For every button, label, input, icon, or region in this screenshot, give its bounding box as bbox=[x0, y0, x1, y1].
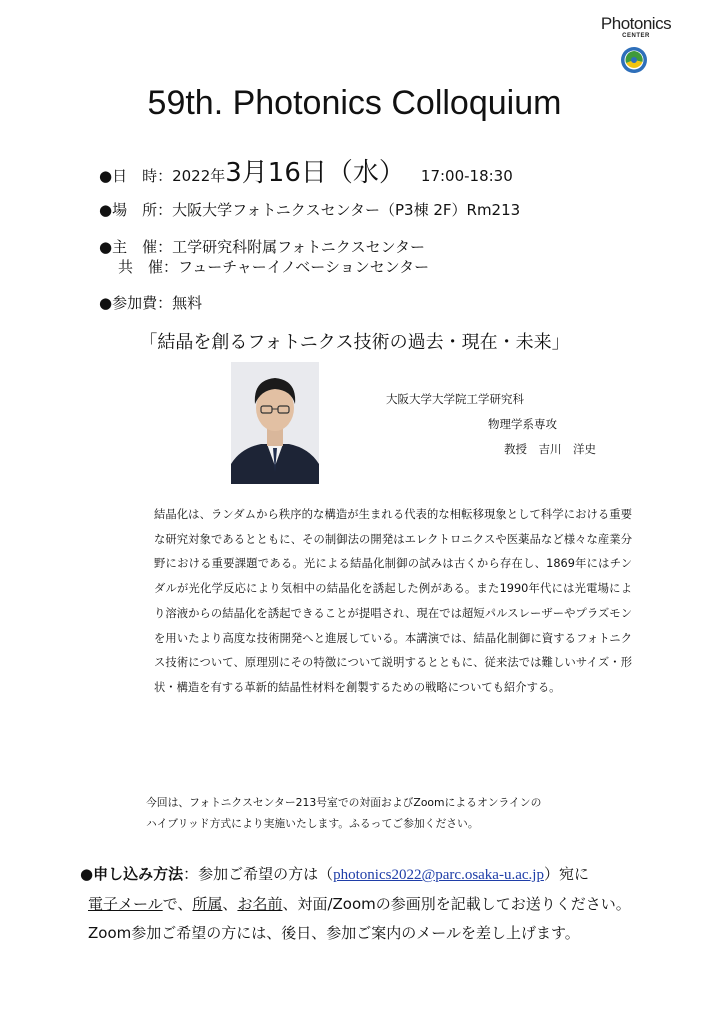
speaker-photo bbox=[231, 362, 319, 484]
cosponsor-line: 共 催：フューチャーイノベーションセンター bbox=[118, 258, 430, 276]
contact-email-link[interactable]: photonics2022@parc.osaka-u.ac.jp bbox=[333, 867, 544, 883]
venue-line: ●場 所：大阪大学フォトニクスセンター（P3棟 2F）Rm213 bbox=[99, 201, 521, 219]
note-line-1: 今回は、フォトニクスセンター213号室での対面およびZoomによるオンラインの bbox=[146, 796, 542, 809]
apply-email-word: 電子メール bbox=[88, 895, 163, 913]
page-title: 59th. Photonics Colloquium bbox=[147, 84, 562, 122]
date-time: 17:00-18:30 bbox=[420, 167, 513, 185]
apply-line-2 bbox=[80, 890, 680, 919]
logo-subtext: CENTER bbox=[622, 33, 650, 39]
date-line bbox=[99, 152, 513, 189]
apply-after-email: ）宛に bbox=[543, 865, 589, 883]
logo-text: Photonics bbox=[600, 14, 672, 33]
date-label: ●日 時：2022年 bbox=[99, 167, 226, 185]
talk-title: 「結晶を創るフォトニクス技術の過去・現在・未来」 bbox=[139, 332, 570, 353]
application-section bbox=[80, 860, 680, 948]
apply-text-b: で、 bbox=[162, 895, 193, 913]
organizer-line: ●主 催：工学研究科附属フォトニクスセンター bbox=[99, 238, 425, 256]
photonics-center-logo bbox=[586, 14, 686, 78]
apply-affiliation-word: 所属 bbox=[192, 895, 223, 913]
apply-intro: ：参加ご希望の方は（ bbox=[183, 865, 334, 883]
apply-text-d: 、 bbox=[222, 895, 238, 913]
apply-name-word: お名前 bbox=[237, 895, 283, 913]
speaker-affiliation-1: 大阪大学大学院工学研究科 bbox=[386, 392, 524, 406]
fee-line: ●参加費：無料 bbox=[99, 294, 203, 312]
apply-label: ●申し込み方法 bbox=[80, 865, 184, 883]
abstract-text: 結晶化は、ランダムから秩序的な構造が生まれる代表的な相転移現象として科学における重要な研究対象であるとともに、その制御法の開発はエレクトロニクスや医薬品など様々な産業分野における重要課題である。光による結晶化制御の試みは古くから存在し、1869年にはチンダルが光化学反応により気相中の結晶化を誘起した例がある。また1990年代には光電場により溶液からの結晶化を誘起できることが提唱され、現在では超短パルスレーザーやプラズモンを用いたより高度な技術開発へと進展している。本講演では、結晶化制御に資するフォトニクス技術について、原理別にその特徴について説明するとともに、従来法では難しいサイズ・形状・構造を有する革新的結晶性材料を創製するための戦略についても紹介する。 bbox=[154, 508, 632, 694]
date-big: 3月16日（水） bbox=[225, 158, 405, 188]
speaker-name: 教授 吉川 洋史 bbox=[504, 442, 596, 456]
apply-line-1 bbox=[80, 860, 680, 890]
apply-text-f: 、対面/Zoomの参画別を記載してお送りください。 bbox=[282, 895, 631, 913]
logo-emblem-icon bbox=[620, 46, 648, 74]
apply-line-3: Zoom参加ご希望の方には、後日、参加ご案内のメールを差し上げます。 bbox=[88, 924, 580, 942]
hybrid-note bbox=[146, 792, 626, 834]
speaker-affiliation-2: 物理学系専攻 bbox=[488, 417, 557, 431]
note-line-2: ハイブリッド方式により実施いたします。ふるってご参加ください。 bbox=[146, 817, 479, 830]
